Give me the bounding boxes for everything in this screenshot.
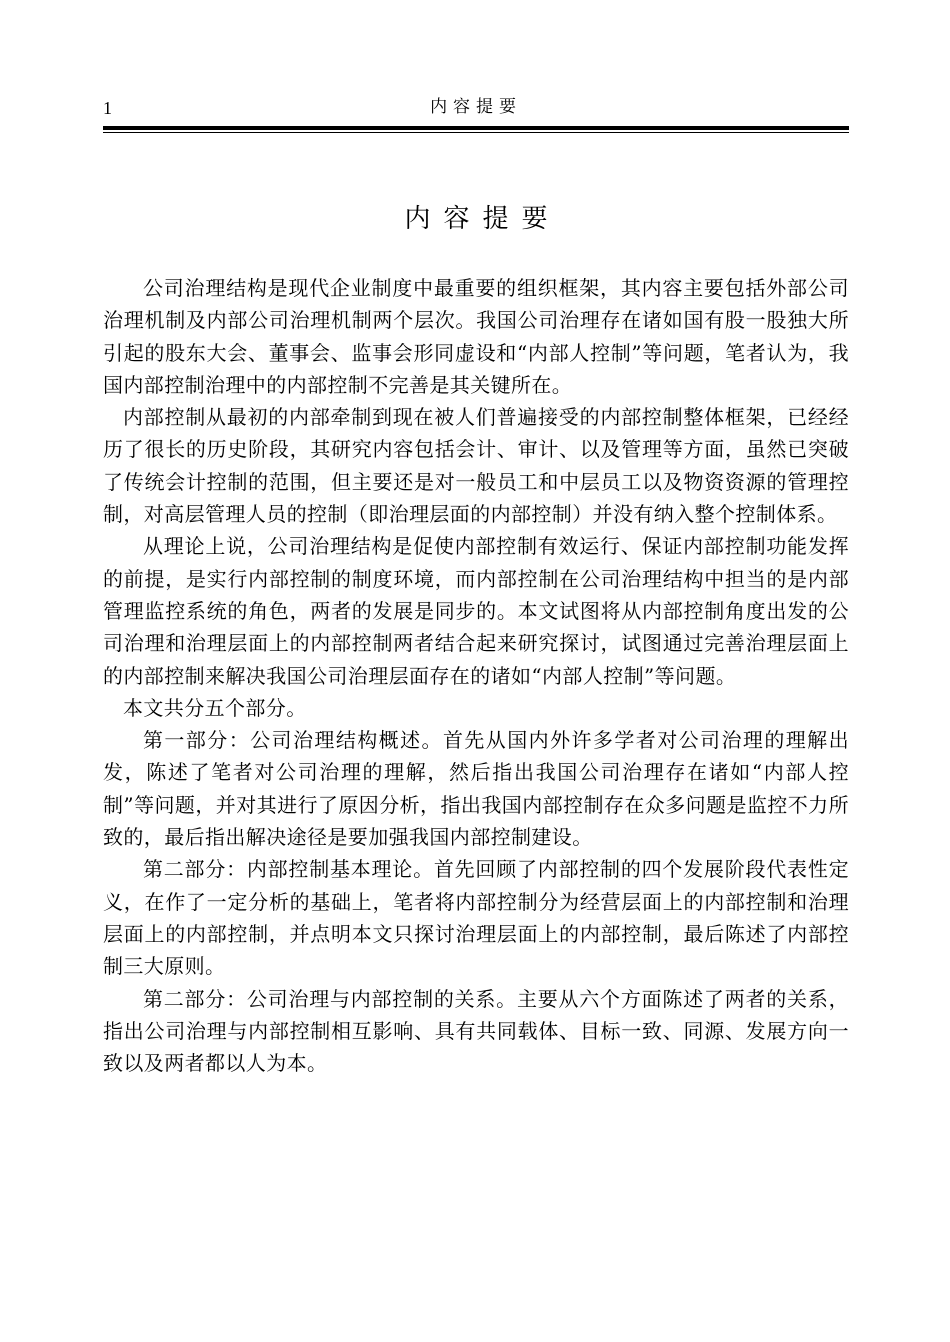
- paragraph: 第一部分：公司治理结构概述。首先从国内外许多学者对公司治理的理解出发，陈述了笔者对公司治理的理解，然后指出我国公司治理存在诸如“内部人控制”等问题，并对其进行了原因分析，指出我国内部控制存在众多问题是监控不力所致的，最后指出解决途径是要加强我国内部控制建设。: [103, 728, 849, 850]
- paragraph: 第二部分：公司治理与内部控制的关系。主要从六个方面陈述了两者的关系，指出公司治理与内部控制相互影响、具有共同载体、目标一致、同源、发展方向一致以及两者都以人为本。: [103, 986, 849, 1076]
- header-rule-thin: [103, 132, 849, 133]
- abstract-body: [103, 272, 849, 1079]
- paragraph: 从理论上说，公司治理结构是促使内部控制有效运行、保证内部控制功能发挥的前提，是实行内部控制的制度环境，而内部控制在公司治理结构中担当的是内部管理监控系统的角色，两者的发展是同步的。本文试图将从内部控制角度出发的公司治理和治理层面上的内部控制两者结合起来研究探讨，试图通过完善治理层面上的内部控制来解决我国公司治理层面存在的诸如“内部人控制”等问题。: [103, 534, 849, 688]
- page-header: [103, 96, 849, 118]
- page-number: 1: [103, 98, 112, 118]
- header-rule-thick: [103, 126, 849, 130]
- paragraph: 内部控制从最初的内部牵制到现在被人们普遍接受的内部控制整体框架，已经经历了很长的历史阶段，其研究内容包括会计、审计、以及管理等方面，虽然已突破了传统会计控制的范围，但主要还是对一般员工和中层员工以及物资资源的管理控制，对高层管理人员的控制（即治理层面的内部控制）并没有纳入整个控制体系。: [103, 405, 849, 527]
- running-title: 内容提要: [430, 97, 522, 117]
- paragraph: 本文共分五个部分。: [123, 695, 307, 720]
- paragraph: 公司治理结构是现代企业制度中最重要的组织框架，其内容主要包括外部公司治理机制及内部公司治理机制两个层次。我国公司治理存在诸如国有股一股独大所引起的股东大会、董事会、监事会形同虚设和“内部人控制”等问题，笔者认为，我国内部控制治理中的内部控制不完善是其关键所在。: [103, 276, 849, 397]
- page-title: 内容提要: [404, 204, 561, 234]
- paragraph: 第二部分：内部控制基本理论。首先回顾了内部控制的四个发展阶段代表性定义，在作了一定分析的基础上，笔者将内部控制分为经营层面上的内部控制和治理层面上的内部控制，并点明本文只探讨治理层面上的内部控制，最后陈述了内部控制三大原则。: [103, 857, 849, 979]
